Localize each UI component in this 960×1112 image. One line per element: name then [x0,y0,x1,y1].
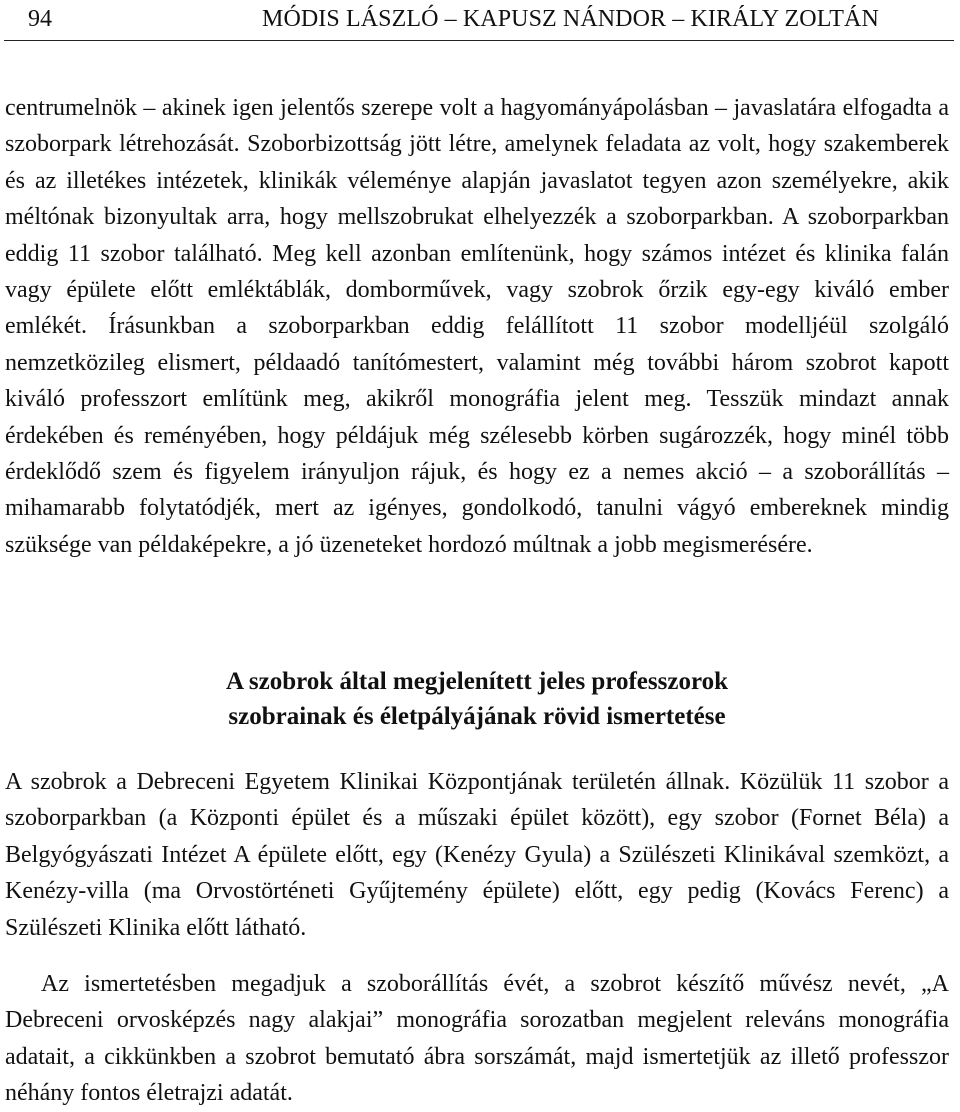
section-heading [5,664,949,734]
section-heading-line-1: A szobrok által megjelenített jeles professzorok [226,668,728,695]
running-head: MÓDIS LÁSZLÓ – KAPUSZ NÁNDOR – KIRÁLY ZOLTÁN [262,6,879,32]
page-number: 94 [28,6,52,32]
page-header [4,0,954,41]
body-paragraph-3: Az ismertetésben megadjuk a szoborállítás évét, a szobrot készítő művész nevét, „A Debreceni orvosképzés nagy alakjai” monográfia sorozatban megjelent releváns monográfia adatait, a cikkünkben a szobrot bemutató ábra sorszámát, majd ismertetjük az illető professzor néhány fontos életrajzi adatát. [5,971,949,1107]
body-paragraph-2: A szobrok a Debreceni Egyetem Klinikai Központjának területén állnak. Közülük 11 szobor a szoborparkban (a Központi épület és a műszaki épület között), egy szobor (Fornet Béla) a Belgyógyászati Intézet A épülete előtt, egy (Kenézy Gyula) a Szülészeti Klinikával szemközt, a Kenézy-villa (ma Orvostörténeti Gyűjtemény épülete) előtt, egy pedig (Kovács Ferenc) a Szülészeti Klinika előtt látható. [5,769,949,941]
section-heading-line-2: szobrainak és életpályájának rövid ismertetése [228,703,726,730]
body-paragraph-1: centrumelnök – akinek igen jelentős szerepe volt a hagyományápolásban – javaslatára elfogadta a szoborpark létrehozását. Szoborbizottság jött létre, amelynek feladata az volt, hogy szakemberek és az illetékes intézetek, klinikák véleménye alapján javaslatot tegyen azon személyekre, akik méltónak bizonyultak arra, hogy mellszobrukat elhelyezzék a szoborparkban. A szoborparkban eddig 11 szobor található. Meg kell azonban említenünk, hogy számos intézet és klinika falán vagy épülete előtt emléktáblák, domborművek, vagy szobrok őrzik egy-egy kiváló ember emlékét. Írásunkban a szoborparkban eddig felállított 11 szobor modelljéül szolgáló nemzetközileg elismert, példaadó tanítómestert, valamint még további három szobrot kapott kiváló professzort említünk meg, akikről monográfia jelent meg. Tesszük mindazt annak érdekében és reményében, hogy példájuk még szélesebb körben sugározzék, hogy minél több érdeklődő szem és figyelem irányuljon rájuk, és hogy ez a nemes akció – a szoborállítás – mihamarabb folytatódjék, mert az igényes, gondolkodó, tanulni vágyó embereknek mindig szüksége van példaképekre, a jó üzeneteket hordozó múltnak a jobb megismerésére. [5,95,949,558]
